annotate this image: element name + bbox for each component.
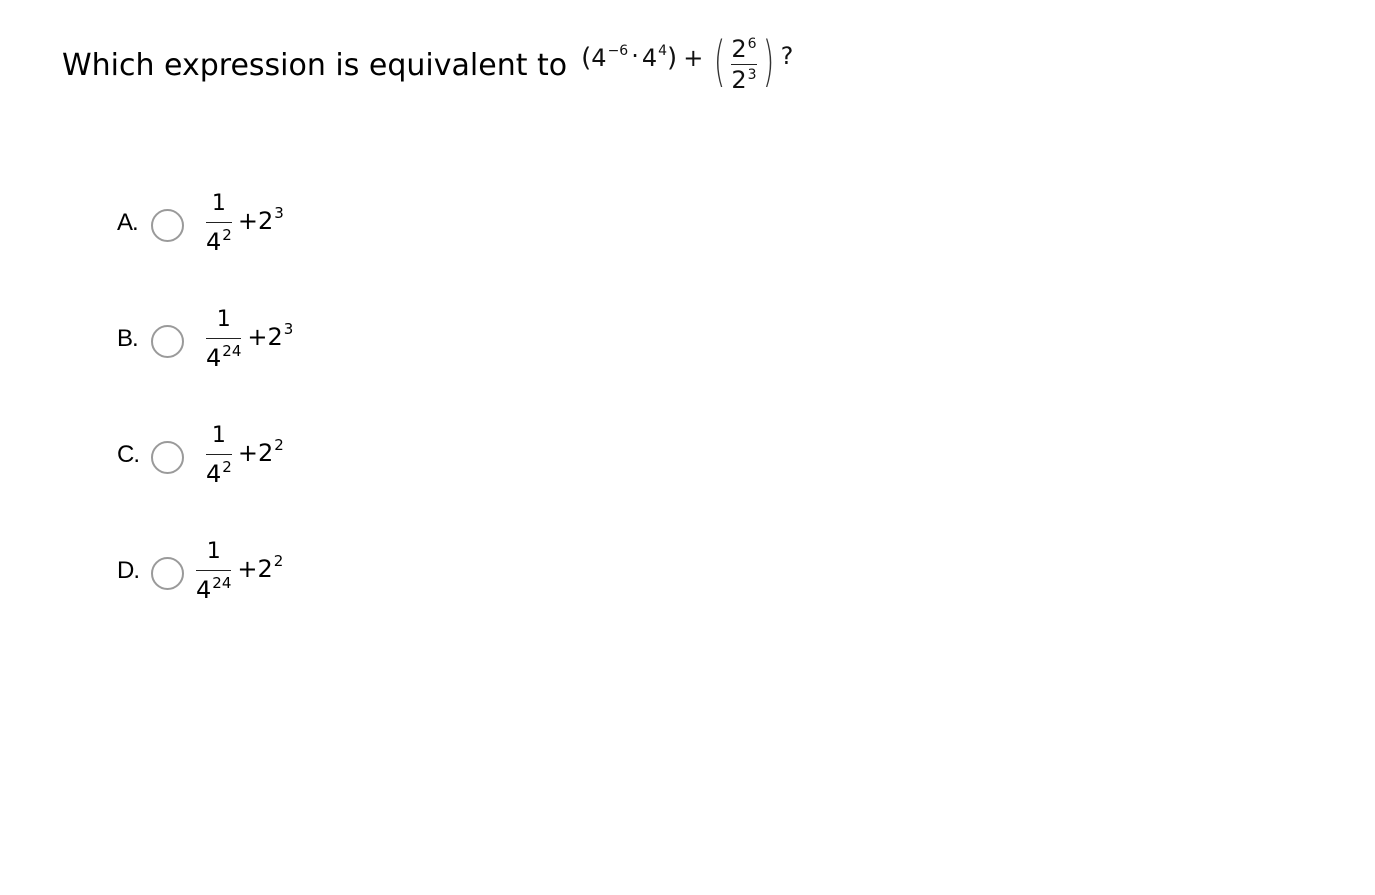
choice-a[interactable] — [117, 188, 284, 258]
exponent-1: −6 — [607, 43, 629, 59]
question-expression — [581, 30, 794, 94]
choice-numerator: 1 — [216, 306, 231, 332]
choice-numerator: 1 — [211, 190, 226, 216]
choice-denominator: $4^{24}$ — [196, 573, 232, 604]
choice-letter: C. — [117, 441, 139, 468]
choice-fraction — [206, 422, 232, 488]
choice-numerator: 1 — [211, 422, 226, 448]
base-1: 4 — [591, 44, 607, 72]
choice-c[interactable] — [117, 420, 284, 490]
plus-sign: + — [683, 44, 704, 72]
open-paren: ( — [581, 43, 592, 73]
radio-button-d[interactable] — [151, 557, 184, 590]
choice-letter: B. — [117, 325, 138, 352]
question — [62, 22, 793, 106]
fraction-denominator: $2^3$ — [731, 65, 757, 94]
choice-fraction — [196, 538, 232, 604]
choice-denominator: $4^{24}$ — [206, 341, 242, 372]
fraction-right-paren: ) — [762, 30, 774, 93]
choice-denominator: $4^2$ — [206, 225, 232, 256]
fraction-numerator: $2^6$ — [731, 34, 757, 63]
fraction-bar — [731, 64, 756, 65]
choice-fraction — [206, 306, 242, 372]
choice-denominator: $4^2$ — [206, 457, 232, 488]
question-mark: ? — [780, 42, 794, 70]
choice-letter: A. — [117, 209, 138, 236]
fraction-bar — [206, 338, 241, 339]
base-2: 4 — [641, 44, 658, 72]
expression-fraction — [731, 34, 757, 94]
fraction-bar — [196, 570, 231, 571]
multiply-dot: · — [631, 42, 639, 70]
choice-letter: D. — [117, 557, 139, 584]
radio-button-a[interactable] — [151, 209, 184, 242]
choice-d[interactable] — [117, 536, 283, 606]
choice-b[interactable] — [117, 304, 293, 374]
exponent-2: 4 — [658, 43, 668, 59]
radio-button-b[interactable] — [151, 325, 184, 358]
question-text: Which expression is equivalent to — [62, 48, 568, 83]
choice-term: $+2^2$ — [237, 436, 284, 467]
fraction-bar — [206, 222, 232, 223]
close-paren: ) — [667, 43, 678, 73]
radio-button-c[interactable] — [151, 441, 184, 474]
fraction-bar — [206, 454, 232, 455]
choice-term: $+2^2$ — [237, 552, 284, 583]
fraction-left-paren: ( — [714, 30, 726, 93]
choice-numerator: 1 — [206, 538, 221, 564]
choice-term: $+2^3$ — [247, 320, 294, 351]
choice-fraction — [206, 190, 232, 256]
choice-term: $+2^3$ — [237, 204, 284, 235]
